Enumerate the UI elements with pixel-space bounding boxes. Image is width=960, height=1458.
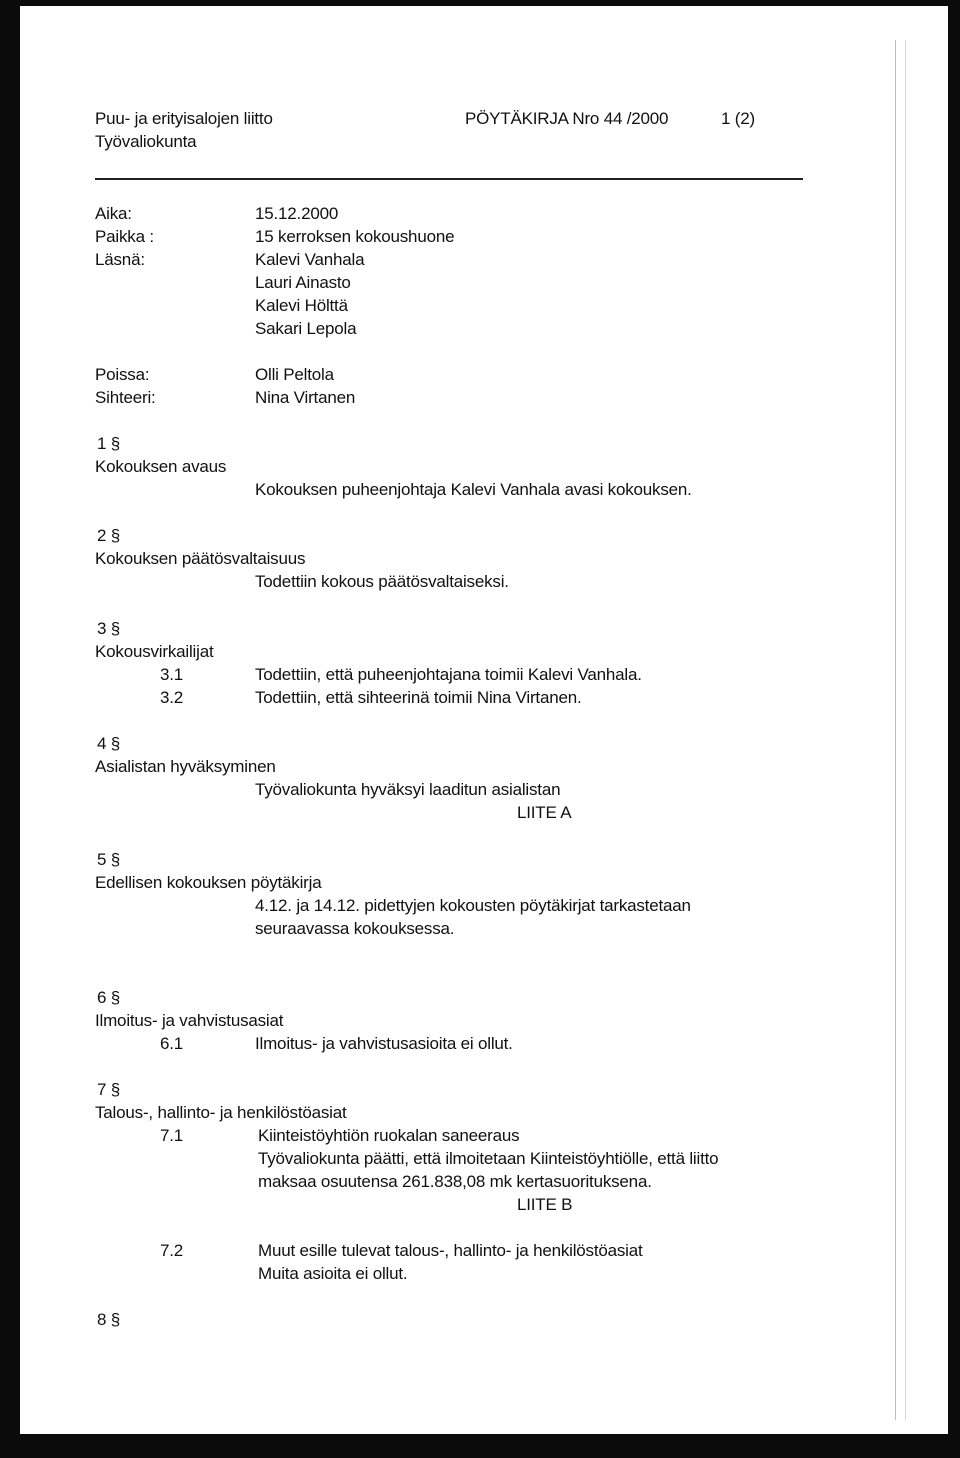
- section-7-title: Talous-, hallinto- ja henkilöstöasiat: [95, 1103, 347, 1122]
- item-7-1-title: Kiinteistöyhtiön ruokalan saneeraus: [258, 1126, 520, 1145]
- section-2-number: 2 §: [97, 526, 121, 545]
- item-3-2-text: Todettiin, että sihteerinä toimii Nina Virtanen.: [255, 688, 582, 707]
- item-6-1-number: 6.1: [160, 1034, 184, 1053]
- item-6-1-text: Ilmoitus- ja vahvistusasioita ei ollut.: [255, 1034, 513, 1053]
- scan-artifact-line: [895, 40, 896, 1420]
- present-member: Kalevi Hölttä: [255, 296, 348, 315]
- section-6-title: Ilmoitus- ja vahvistusasiat: [95, 1011, 284, 1030]
- document-title: PÖYTÄKIRJA Nro 44 /2000: [465, 109, 669, 128]
- section-3-number: 3 §: [97, 619, 121, 638]
- page-number: 1 (2): [721, 109, 755, 128]
- section-1-text: Kokouksen puheenjohtaja Kalevi Vanhala avasi kokouksen.: [255, 480, 692, 499]
- item-7-2-text: Muita asioita ei ollut.: [258, 1264, 408, 1283]
- item-3-1-text: Todettiin, että puheenjohtajana toimii Kalevi Vanhala.: [255, 665, 642, 684]
- item-7-1-text-line-1: Työvaliokunta päätti, että ilmoitetaan Kiinteistöyhtiölle, että liitto: [258, 1149, 719, 1168]
- section-2-text: Todettiin kokous päätösvaltaiseksi.: [255, 572, 509, 591]
- absent-label: Poissa:: [95, 365, 150, 384]
- section-5-text-line-2: seuraavassa kokouksessa.: [255, 919, 455, 938]
- header-committee: Työvaliokunta: [95, 132, 197, 151]
- section-4-text: Työvaliokunta hyväksyi laaditun asialistan: [255, 780, 561, 799]
- section-5-text-line-1: 4.12. ja 14.12. pidettyjen kokousten pöytäkirjat tarkastetaan: [255, 896, 691, 915]
- time-value: 15.12.2000: [255, 204, 339, 223]
- item-3-1-number: 3.1: [160, 665, 184, 684]
- place-label: Paikka :: [95, 227, 154, 246]
- section-5-title: Edellisen kokouksen pöytäkirja: [95, 873, 322, 892]
- item-7-1-text-line-2: maksaa osuutensa 261.838,08 mk kertasuorituksena.: [258, 1172, 652, 1191]
- place-value: 15 kerroksen kokoushuone: [255, 227, 455, 246]
- item-7-1-number: 7.1: [160, 1126, 184, 1145]
- time-label: Aika:: [95, 204, 132, 223]
- section-4-title: Asialistan hyväksyminen: [95, 757, 276, 776]
- item-7-2-number: 7.2: [160, 1241, 184, 1260]
- item-7-2-title: Muut esille tulevat talous-, hallinto- ja henkilöstöasiat: [258, 1241, 643, 1260]
- present-member: Kalevi Vanhala: [255, 250, 365, 269]
- present-member: Lauri Ainasto: [255, 273, 351, 292]
- scan-artifact-line: [905, 40, 906, 1420]
- header-divider: [95, 178, 803, 180]
- secretary-label: Sihteeri:: [95, 388, 156, 407]
- section-5-number: 5 §: [97, 850, 121, 869]
- attachment-a-label: LIITE A: [517, 803, 572, 822]
- header-organization: Puu- ja erityisalojen liitto: [95, 109, 273, 128]
- section-8-number: 8 §: [97, 1310, 121, 1329]
- absent-value: Olli Peltola: [255, 365, 334, 384]
- section-6-number: 6 §: [97, 988, 121, 1007]
- section-4-number: 4 §: [97, 734, 121, 753]
- section-1-number: 1 §: [97, 434, 121, 453]
- section-3-title: Kokousvirkailijat: [95, 642, 214, 661]
- item-3-2-number: 3.2: [160, 688, 184, 707]
- section-1-title: Kokouksen avaus: [95, 457, 227, 476]
- section-2-title: Kokouksen päätösvaltaisuus: [95, 549, 306, 568]
- present-member: Sakari Lepola: [255, 319, 357, 338]
- attachment-b-label: LIITE B: [517, 1195, 573, 1214]
- section-7-number: 7 §: [97, 1080, 121, 1099]
- present-label: Läsnä:: [95, 250, 145, 269]
- secretary-value: Nina Virtanen: [255, 388, 356, 407]
- document-page: [20, 6, 948, 1434]
